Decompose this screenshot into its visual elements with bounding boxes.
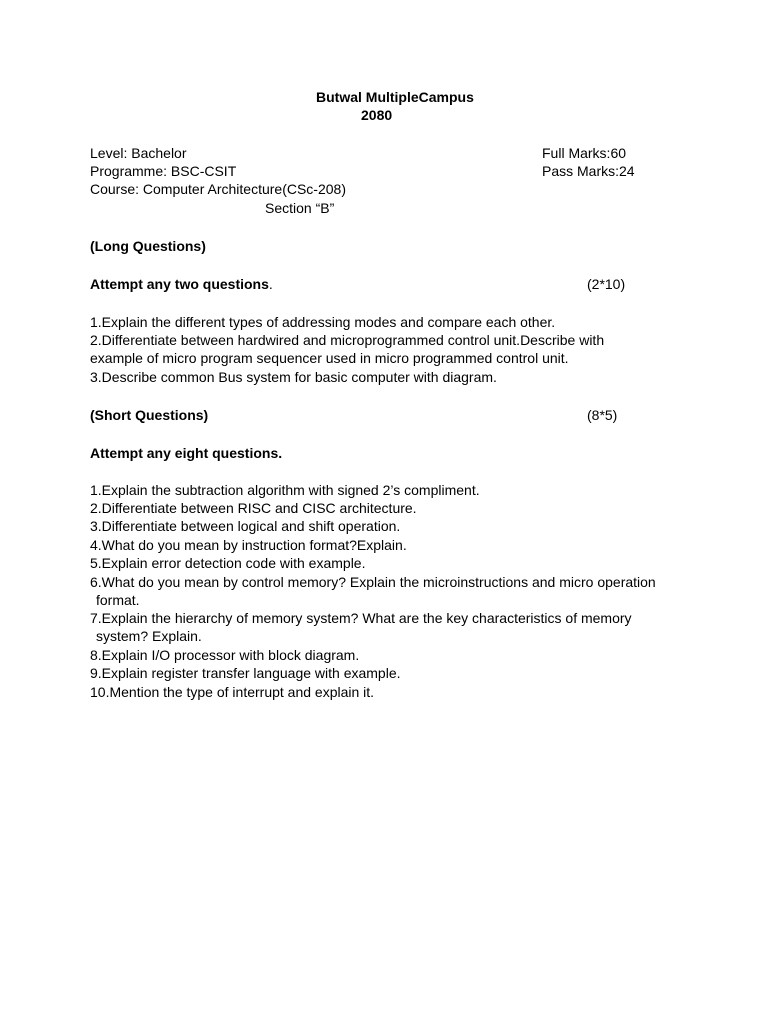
level-line: Level: Bachelor — [90, 145, 187, 161]
section-line: Section “B” — [265, 200, 335, 216]
short-instruction: Attempt any eight questions. — [90, 445, 283, 461]
short-question-1: 1.Explain the subtraction algorithm with signed 2’s compliment. — [90, 482, 480, 498]
short-question-6: 6.What do you mean by control memory? Explain the microinstructions and micro operation — [90, 574, 656, 590]
exam-year: 2080 — [361, 107, 393, 123]
short-question-3: 3.Differentiate between logical and shift operation. — [90, 518, 401, 534]
short-question-9: 9.Explain register transfer language with example. — [90, 665, 401, 681]
full-marks: Full Marks:60 — [542, 145, 627, 161]
long-questions-heading: (Long Questions) — [90, 238, 206, 254]
course-line: Course: Computer Architecture(CSc-208) — [90, 181, 346, 197]
short-questions-heading: (Short Questions) — [90, 407, 209, 423]
long-instruction-period: . — [268, 276, 273, 292]
long-instruction — [90, 275, 273, 293]
short-question-2: 2.Differentiate between RISC and CISC architecture. — [90, 500, 417, 516]
long-question-3: 3.Describe common Bus system for basic computer with diagram. — [90, 369, 497, 385]
short-marks: (8*5) — [587, 407, 618, 423]
long-instruction-text: Attempt any two questions — [90, 276, 269, 292]
long-question-2-cont: example of micro program sequencer used in micro programmed control unit. — [90, 350, 569, 366]
short-question-7: 7.Explain the hierarchy of memory system? What are the key characteristics of memory — [90, 610, 632, 626]
short-question-7-cont: system? Explain. — [96, 628, 202, 644]
short-question-5: 5.Explain error detection code with example. — [90, 555, 366, 571]
long-question-2: 2.Differentiate between hardwired and microprogrammed control unit.Describe with — [90, 332, 605, 348]
pass-marks: Pass Marks:24 — [542, 163, 635, 179]
short-question-4: 4.What do you mean by instruction format?Explain. — [90, 537, 407, 553]
short-question-8: 8.Explain I/O processor with block diagram. — [90, 647, 360, 663]
college-name: Butwal MultipleCampus — [316, 89, 474, 105]
long-marks: (2*10) — [587, 276, 626, 292]
short-question-6-cont: format. — [96, 592, 140, 608]
programme-line: Programme: BSC-CSIT — [90, 163, 237, 179]
short-question-10: 10.Mention the type of interrupt and explain it. — [90, 684, 375, 700]
long-question-1: 1.Explain the different types of addressing modes and compare each other. — [90, 314, 556, 330]
